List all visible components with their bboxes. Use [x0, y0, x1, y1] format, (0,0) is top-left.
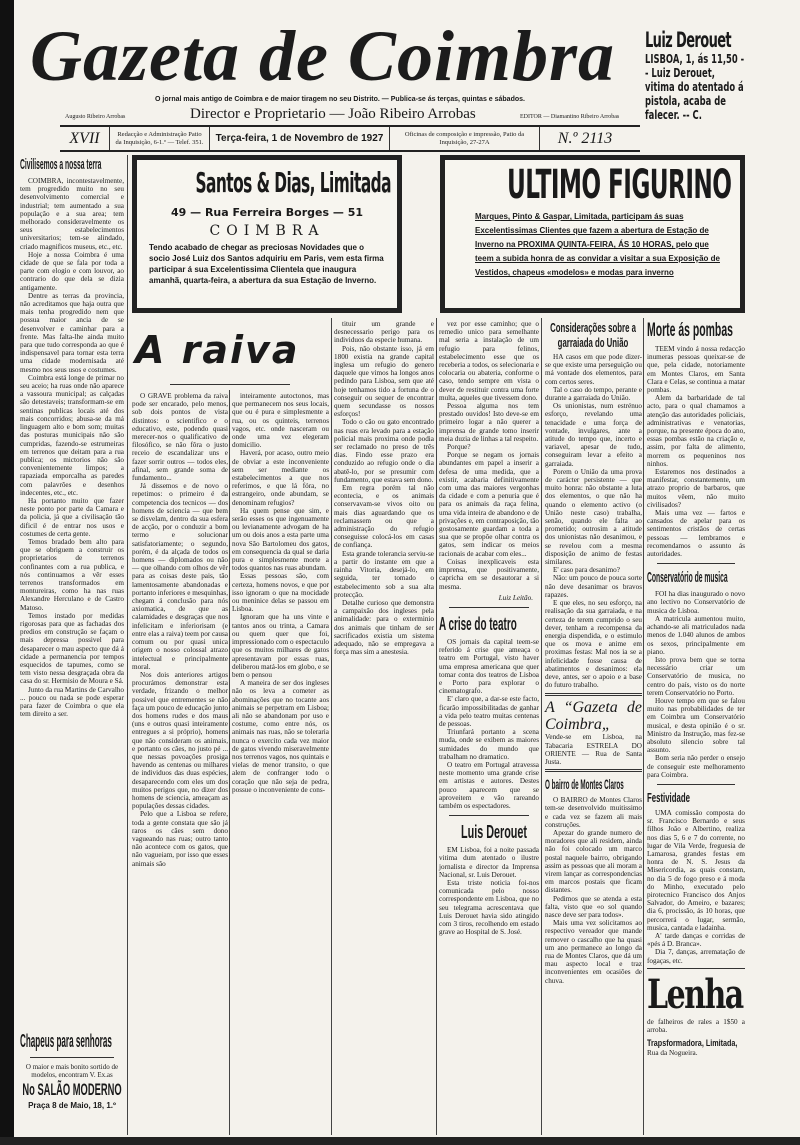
paragraph: Todo o cão ou gato encontrado nas ruas era levado para a estação policial mais proxima onde podia ser reclamado no preso de três dias. Findo esse prazo era conduzido ao refugio onde o dia abatê-lo, por se presumir com fundamento, que estava sem dono. — [334, 418, 434, 484]
column-7 — [647, 320, 745, 1057]
issue-date: Terça-feira, 1 de Novembro de 1927 — [210, 127, 390, 150]
paragraph: TEEM vindo á nossa redacção inumeras pessoas queixar-se de que, pela cidade, notoriamente em Montes Claros, em Santa Clara e Celas, se continua a matar pombas. — [647, 345, 745, 395]
paragraph: Esta grande tolerancia serviu-se a partir do instante em que a rainha Vitoria, desejá-lo, em seguida, ter tomado o estabelecimento sob a sua alta protecção. — [334, 549, 434, 599]
article-raiva-col2 — [232, 392, 329, 794]
paragraph: Nos dois anteriores artigos procurámos demonstrar esta verdade, frizando o melhor possivel que entrementes se não faça um pouco de educação junto dos homens rudes e dos maus (uns e outros quasi inteiramente entregues a si próprio), homens que não consideram os animais, e portanto os cães, no justo pé ... que nessas povoações prosiga havendo as centenas ou milhares de individuos das duas espécies, desaparecendo com eles um dos muitos perigos que, no dizer dos homens de sciencia, ameaçam as populações dessas cidades. — [132, 670, 228, 811]
headline-conservatorio: Conservatório de musica — [647, 569, 728, 587]
scan-edge — [0, 0, 14, 1145]
paragraph: Porque? — [447, 443, 471, 452]
paragraph: Pois, não obstante isso, já em 1800 existia na grande capital inglesa um refugio do genero daquele que vimos ha longos anos pedindo para Lisboa, sem que até hoje tenhamos tido a fortuna de o conseguir ou sequer de encontrar quem secundasse os nossos esforços! — [334, 344, 434, 419]
ad-lenha-title: Lenha — [647, 970, 743, 1018]
paragraph: Não: um pouco de pouca sorte não deve desanimar os bravos rapazes. — [545, 574, 642, 599]
article-pombas — [647, 345, 745, 558]
scan-edge-bottom — [0, 1137, 800, 1145]
article-civilisemos — [20, 156, 124, 718]
staff-line — [20, 106, 640, 124]
paragraph: Estaremos nos destinados a manifestar, constantemente, um atrazo proprio de barbaros, que muitos vêem, não muito civilisados? — [647, 468, 745, 509]
director: Director e Proprietario — João Ribeiro Arrobas — [190, 106, 476, 122]
paragraph: tituir um grande e desnecessario perigo para os individuos da especie humana. — [334, 320, 434, 345]
paragraph: Haverá, por acaso, outro meio de obviar a este inconveniente sem ser mediante os estabelecimentos a que nos referimos, e que lá fóra, no estrangeiro, onde abundam, se denominam refugios? — [232, 449, 329, 507]
paragraph: Porque se negam os jornais abundantes em papel a inserir a defesa de uma medida, que a existir, acabaria definitivamente com uma das maiores vergonhas da cidade e com a penuria que é para os animais da raça felina, uma vida inteira de abandono e de privações e, em contraposição, tão gostosamente guardam a toda a sua que se propõe olhar contra os gatos, sem indicar os meios racionais de acabar com eles... — [439, 451, 539, 558]
telegram-headline: Luiz Derouet — [645, 28, 732, 52]
paragraph: Pessoa alguma nos tem prestado ouvidos! Isto deve-se em primeiro logar a não querer a imprensa de grande tomo inserir meia duzia de linhas a tal respeito. — [439, 402, 539, 443]
paragraph: EM Lisboa, foi a noite passada vitima dum atentado o ilustre jornalista e director da Imprensa Nacional, sr. Luis Derouet. — [439, 846, 539, 879]
paragraph: COIMBRA, incontestavelmente, tem progredido muito no seu desenvolvimento comercial e industrial; tem aumentado a sua população e a sua area; tem melhorado consideravelmente os seus estabelecimentos universitarios; tem-se alindado, criado magnificos museus, etc., etc. — [20, 177, 124, 251]
paragraph: Apezar do grande numero de moradores que ali residem, ainda não foi colocado um marco postal naquele bairro, obrigando assim as pessoas que ali moram a virem lançar as correspondencias em marcos postais que ficam distantes. — [545, 828, 642, 895]
ad-city: COIMBRA — [209, 223, 325, 239]
paragraph: E que eles, no seu esforço, na realisação da sua garraiada, e na certeza de terem cumprido o seu dever, tenham a recompensa da energia dispendida, e o estimulo que os mova e anime em proximas festas: Mal nos ia se a infelicidade fosse causa de abatimentos e desanimos: ela deve, antes, ser o apoio e a base do futuro trabalho. — [545, 599, 642, 690]
headline: Chapeus para senhoras — [20, 1031, 112, 1051]
paragraph: O GRAVE problema da raiva pode ser encarado, pelo menos, sob dois pontos de vista distintos: o scientifico e o educativo, este, podendo quasi merecer-nos o qualificativo de filosófico, se não fôra o justo receio de escandalizar uns e fazer sorrir outros — todos eles, afinal, sem grande soma de fundamento... — [132, 392, 228, 483]
paragraph: Mais uma vez solicitamos ao respectivo vereador que mande remover o cascalho que ha quasi um ano permanece ao longo da rua de Montes Claros, que dá um mau aspecto local e traz inconvenientes em ocasiões de chuva. — [545, 919, 642, 985]
ad-ultimo-figurino — [440, 155, 745, 313]
paragraph: Em regra porém tal não econtecia, e os animais conservavam-se vivos oito ou mais dias aguardando que os reclamassem ou que a administração do refugio conseguisse colocá-los em casas de confiança. — [334, 484, 434, 550]
ad-body: Marques, Pinto & Gaspar, Limitada, participam ás suas Excelentissimas Clientes que fazem a abertura de Estação de Inverno na PROXIMA QUINTA-FEIRA, ÁS 10 HORAS, pelo que teem a subida honra de as convidar a visitar a sua Exposição de Vestidos, chapeus «modelos» e modas para inverno — [475, 212, 720, 277]
headline-derouet: Luis Derouet — [461, 822, 528, 843]
ad-address: 49 — Rua Ferreira Borges — 51 — [170, 206, 364, 219]
column-6 — [545, 320, 642, 985]
paragraph: Houve tempo em que se falou muito nas probabilidades de ter em Coimbra um Conservatório musical, e desta opinião é o sr. Ministro da Instrução, mas fez-se absoluto silencio sobre tal assunto. — [647, 696, 745, 755]
paragraph: A maneira de ser dos ingleses não os leva a cometer as abominações que no tocante aos animais se perpetram em Lisboa; ali não se abandonam por uso e costume, como entre nós, os animais nas ruas, não se toleraria nunca o exercito cada vez maior de gatos vivendo miseravelmente nos terrenos vagos, nos quintais e vielas de menor transito, o que alem de confranger todo o coração que não seja de pedra, possue o inconveniente de cons- — [232, 679, 329, 794]
notice-body: Vende-se em Lisboa, na Tabacaria ESTRELA DO ORIENTE — Rua de Santa Justa. — [545, 733, 642, 766]
paragraph: Dentre as terras da provincia, não acreditamos que haja outra que mais tenha progredido nem que possua maior ancia de se desenvolver e caminhar para a frente. Mas falta-lhe ainda muito para que tudo corresponda ao que é indispensavel para tornar esta terra uma cidade modernisada até mesmo nos seus usos e costumes. — [20, 291, 124, 374]
paragraph: A' tarde danças e corridas de «pés á D. Branca». — [647, 932, 745, 949]
paragraph: UMA comissão composta do sr. Francisco Bernardo e seus filhos João e Albertino, realiza nos dias 5, 6 e 7 do corrente, no lugar de Vila Verde, freguesia de Lamarosa, grandes festas em honra de N. S. Jesus da Misericordia, as quais constam, no dia 5 de fogo preso e á moda do Minho, executado pelo pirotecnico Francisco dos Anjos Salvador, do Ameiro, e bazares; dia 6, procissão, ás 10 horas, que percorrerá o lugar, sermão, musica, cantada e ladainha. — [647, 808, 745, 932]
shop-address: Praça 8 de Maio, 18, 1.º — [28, 1101, 116, 1111]
column-5 — [439, 320, 539, 936]
paragraph: Detalhe curioso que demonstra a campaixão dos ingleses pela animalidade: para o exterminio dos animais que tinham de ser sacrificados existia um sistema adequado, não se empregava a força mas sim a anestesia. — [334, 598, 434, 657]
article-raiva-end — [439, 320, 539, 591]
paragraph: O BAIRRO de Montes Claros tem-se desenvolvido muitissimo e cada vez se fazem ali mais construções. — [545, 796, 642, 829]
telegram — [645, 28, 745, 122]
paragraph: Mais uma vez — fartos e cansados de apelar para os sentimentos cristãos de certas pessoas — lembramos e recomendamos o assunto ás autoridades. — [647, 509, 745, 559]
ad-lenha-address: Rua da Nogueira. — [647, 1049, 698, 1058]
paragraph: Porem o União da uma prova de carácter persistente — que muito honra: não obstante a luta dos elementos, o que não ha quando o elemento activo (o União neste caso) trabalha, senão, quando ele falta ao prometido; outrosim a atitude dos unionistas não desanimou, e se revelou com a mesma disposição de animo de festas similares. — [545, 467, 642, 567]
paragraph: OS jornais da capital teem-se referido á crise que ameaça o teatro em Portugal, visto haver uma empresa americana que quer tomar conta dos teatros de Lisboa e Porto para explorar o cinematografo. — [439, 637, 539, 696]
paragraph: Hoje a nossa Coimbra é uma cidade de que se fala por toda a parte com elogio e com louvor, ao contrario do que dela se dizia antigamente. — [20, 250, 124, 292]
article-conservatorio — [647, 590, 745, 779]
paragraph: A matricula aumentou muito, achando-se ali matriculados nada menos de 1.040 alunos de ambos os sexos, principalmente em piano. — [647, 614, 745, 656]
paragraph: Os unionistas, num estrénuo esforço, revelando uma tenacidade e uma força de vontade, invulgares, ante a atitude do tempo que, incerto e variavel, apesar de tudo, conseguiram levar a efeito a garraiada. — [545, 402, 642, 468]
ad-title: ULTIMO FIGURINO — [506, 162, 732, 208]
article-raiva-col1 — [132, 392, 228, 868]
shop-name: No SALÃO MODERNO — [22, 1080, 122, 1100]
paragraph: Bom seria não perder o ensejo de conseguir este melhoramento para Coimbra. — [647, 754, 745, 779]
paragraph: E' claro que, a dar-se este facto, ficarão impossibilitadas de ganhar a vida pelo teatro muitas centenas de pessoas. — [439, 695, 539, 728]
paragraph: inteiramente autoctonos, mas que permanecem nos seus locais, que ou é pura e simplesmente a rua, ou os quinteis, terrenos vagos, etc. onde nasceram ou onde uma vez elegeram domicilio. — [232, 392, 329, 450]
ad-chapeus — [20, 1030, 124, 1111]
notice-gazeta — [545, 693, 642, 772]
oficinas: Oficinas de composição e impressão, Patio da Inquisição, 27-27A — [390, 127, 540, 150]
signature: Luiz Leitão. — [498, 593, 533, 602]
headline-festividade: Festividade — [647, 789, 690, 805]
paragraph: Coimbra está longe de primar no seu aceio; ha ruas onde não aparece a vassoura municipal; as calçadas são detestaveis; transformam-se em sentinas publicas locais até dos mais concorridos; abusa-se da má linguagem alto e bom som; muitas das posturas municipais não são cumpridas, fazendo-se estrumeiras em terrenos que deitam para a rua publica; os mictorios não são convenientemente limpos; a rapaziada emporcalha as paredes com palavrões e desenhos indecentes, etc., etc. — [20, 373, 124, 497]
paragraph: Esta triste noticia foi-nos comunicada pelo nosso correspondente em Lisboa, que no seu telegrama acrescentava que Luis Derouet havia sido atingido com 3 tiros, recolhendo em estado grave ao Hospital de S. José. — [439, 878, 539, 937]
headline-consideracoes: Considerações sobre a garraiada do União — [550, 320, 636, 350]
founder: Augusto Ribeiro Arrobas — [65, 114, 126, 120]
paragraph: Alem da barbaridade de tal acto, para o qual chamamos a atenção das autoridades policiais, administrativas e venatorias, porque, na presente época do ano, essas pombas estão na criação e, assim, por falta de alimento, morrem os pequeninos nos ninhos. — [647, 394, 745, 468]
headline-a-raiva: A raiva — [135, 328, 300, 372]
paragraph: Dia 7, danças, arrematação de fogaças, etc. — [647, 948, 745, 965]
headline: A “Gazeta de Coimbra„ — [545, 699, 642, 734]
headline-pombas: Morte ás pombas — [647, 320, 733, 341]
headline: Civilisemos a nossa terra — [20, 156, 102, 173]
article-raiva-col3 — [334, 320, 434, 656]
paragraph: Pelo que a Lisboa se refere, toda a gente constata que são já raros os cães sem dono vagueando nas ruas; outro tanto não acontece com os gatos, que não vagueiam, por isso que esses animais são — [132, 810, 228, 868]
paragraph: Temos bradado bem alto para que se obriguem a construir os proprietarios de terrenos confinantes com a rua publica, e nós continuamos a vêr esses terrenos transformados em montureiras, como ha nas ruas Alexandre Herculano e de Castro Matoso. — [20, 537, 124, 612]
ad-body: Tendo acabado de chegar as preciosas Novidades que o socio José Luiz dos Santos adquiriu em Paris, vem esta firma participar á sua Excelentissima Clientela que inaugura amanhã, quarta-feira, a abertura da sua Estação de Inverno. — [149, 243, 384, 285]
paragraph: Tal o caso do tempo, perante e durante a garraiada do União. — [545, 385, 642, 403]
headline-crise: A crise do teatro — [439, 613, 517, 634]
paragraph: Ha quem pense que sim, e serão esses os que ingenuamente ou levianamente advogam de ha um ou dois anos a esta parte uma nova São Bartolomeu dos gatos, em consequencia da qual se daria pura e simplesmente morte a todos quantos nas ruas abundam. — [232, 506, 329, 573]
paragraph: Ha portanto muito que fazer neste ponto por parte da Camara e da policia, já que a civilisação tão dificil é de entrar nos usos e costumes de certa gente. — [20, 496, 124, 538]
ad-santos-dias — [132, 155, 402, 313]
paragraph: HA casos em que pode dizer-se que existe uma perseguição ou má vontade dos elementos, para com certos seres. — [545, 353, 642, 386]
ad-lenha-seller: Trapsformadora, Limitada, — [647, 1038, 738, 1049]
telegram-body: LISBOA, 1, ás 11,50 -- Luiz Derouet, vitima do atentado á pistola, acaba de falecer. -- C. — [645, 52, 745, 122]
ad-body: O maior e mais bonito sortido de modelos, encontram V. Ex.as — [25, 1063, 119, 1080]
paragraph: O teatro em Portugal atravessa neste momento uma grande crise em artistas e autores. Destes pouco aparecem que se aproveitem e vão rareando também os espectadores. — [439, 760, 539, 810]
paragraph: Temos instado por medidas rigorosas para que as fachadas dos predios em construção se façam o mais depressa possivel para desaparecer o mau aspecto que dá á cidade a permanencia por tempos esquecidos de tapumes, como se tem visto nessa desgraçada obra da casa do sr. Hermisio de Moura e Sá. — [20, 611, 124, 686]
paragraph: Ignoram que ha uns vinte e tantos anos ou trinta, a Camara ou quem quer que foi, impressionado com o espectaculo que os muitos milhares de gatos apresentavam por essas ruas, deliberou matá-los em globo, e se bem o pensou — [232, 613, 330, 679]
headline-montes-claros: O bairro de Montes Claros — [545, 776, 624, 793]
paragraph: Junto da rua Martins de Carvalho ... pouco ou nada se pode esperar para fazer de Coimbra o que ela tem direito a ser. — [20, 685, 125, 719]
paragraph: Coisas inexplicaveis esta imprensa, que positivamente, caprichа em se desautorar a si mesma. — [439, 557, 539, 591]
paragraph: E' caso para desanimo? — [553, 566, 620, 575]
ad-title: Santos & Dias, Limitada — [195, 166, 391, 199]
issue-number: N.º 2113 — [557, 129, 613, 147]
paragraph: Isto prova bem que se torna necessário criar um Conservatório de musica, no centro do país, visto os do norte terem Conservatório no Porto. — [647, 655, 745, 697]
tagline: O jornal mais antigo de Coimbra e de maior tiragem no seu Distrito. — Publica-se ás terças, quintas e sábados. — [155, 96, 525, 103]
editor: EDITOR — Diamantino Ribeiro Arrobas — [520, 114, 620, 120]
article-consideracoes — [545, 353, 642, 689]
paragraph: Essas pessoas são, com certeza, homens novos, e que por isso ignoram o que na mocidade ou meninice delas se passou em Lisboa. — [232, 572, 329, 614]
ad-lenha-body: de falheiros de rales a 1$50 a arroba. — [647, 1017, 745, 1035]
paragraph: Triunfará portanto a scena muda, onde se exibem as maiores sumidades do mundo que trabalham no dramatico. — [439, 728, 539, 761]
year: XVII — [60, 127, 110, 150]
paragraph: Já dissemos e de novo o repetimos: o primeiro é da competencia dos tecnicos — dos homens de sciencia — que bem se disvelam, dentro da sua esfera de acção, por o conduzir a bom termo e solucionar satisfatoriamente; o segundo, porém, é da alçada de todos os homens — diplomados ou não — que olhando com olhos de vêr para as coisas deste pais, tão lamentosamente abandonadas e portanto inferiores e mesquinhas, chegam á conclusão para nós axiomatica, de que as calamidades e desgraças que nos infelicitam e inferiorisam (e entre elas a raiva) teem por causa comum ou por quasi unica origem o nosso colossal atrazo intelectual e principalmente moral. — [132, 482, 228, 671]
paragraph: FOI ha dias inaugurado o novo ano lectivo no Conservatório de musica de Lisboa. — [647, 590, 745, 615]
paragraph: Pedimos que se atenda a esta falta, visto que «o sol quando nasce deve ser para todos». — [545, 894, 642, 919]
newspaper-title: Gazeta de Coimbra — [30, 16, 615, 96]
article-crise — [439, 638, 539, 810]
paragraph: vez por esse caminho; que o remedio unico para semelhante mal seria a instalação de um refugio para felinos, estabelecimento esse que os receberia a todos, os selecionaria e colocaria ou abateria, conforme o caso, tendo sempre em vista o dever de restituir contra uma forte multa, aqueles que tivessem dono. — [439, 320, 539, 402]
redaccao: Redacção e Administração Patio da Inquisição, 6-1.º — Telef. 351. — [110, 127, 210, 150]
issue-bar — [60, 125, 640, 152]
